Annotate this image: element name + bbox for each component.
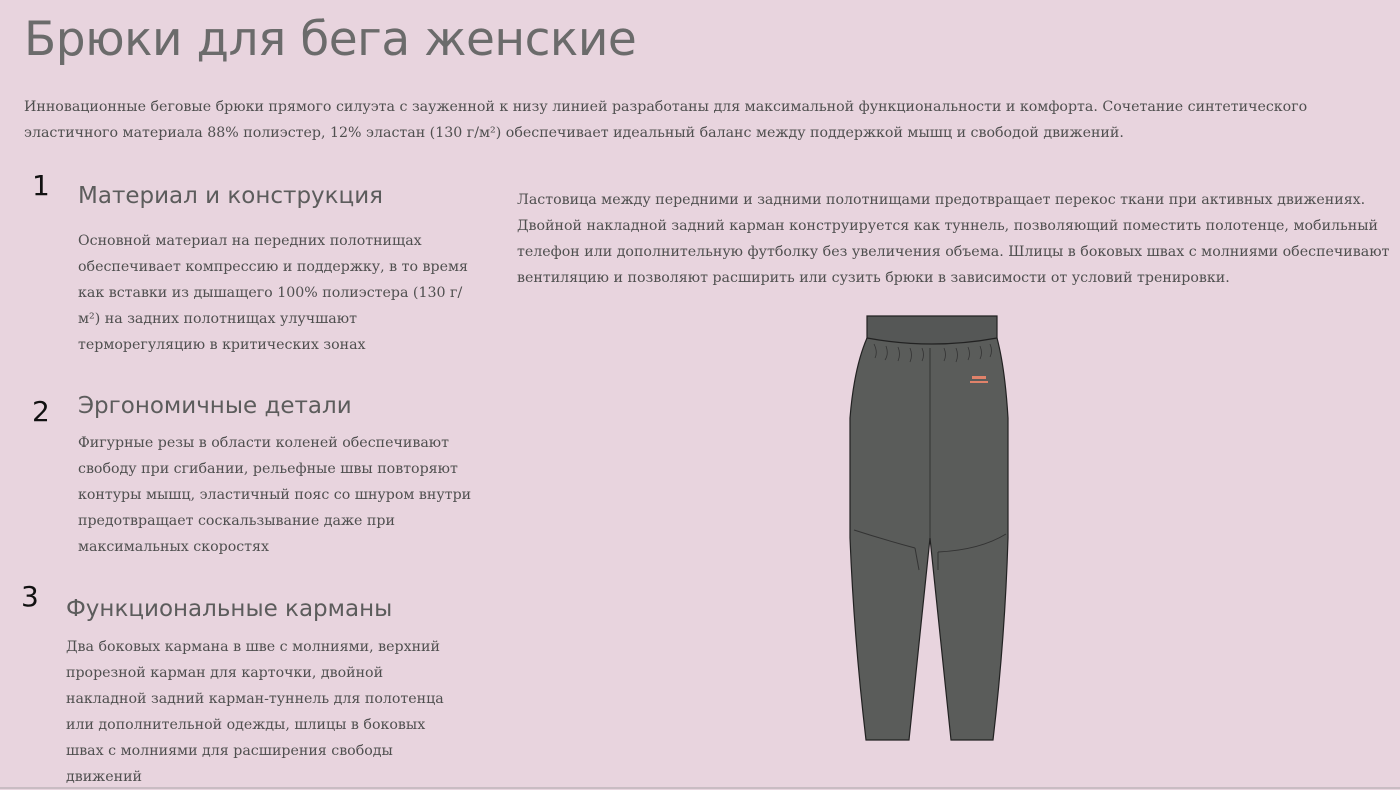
feature-title: Эргономичные детали [78, 393, 352, 419]
intro-paragraph: Инновационные беговые брюки прямого силуэта с зауженной к низу линией разработаны для максимальной функциональности и комфорта. Сочетание синтетического эластичного материала 88% полиэстер, 12% эластан (130 г/м²) обеспечивает идеальный баланс между поддержкой мышц и свободой движений. [24, 99, 1308, 141]
feature-number: 2 [32, 395, 50, 428]
feature-number: 1 [32, 169, 50, 202]
feature-text: Основной материал на передних полотнищах обеспечивает компрессию и поддержку, в то время как вставки из дышащего 100% полиэстера (130 г/м²) на задних полотнищах улучшают терморегуляцию в критических зонах [78, 233, 468, 353]
feature-text: Два боковых кармана в шве с молниями, верхний прорезной карман для карточки, двойной накладной задний карман-туннель для полотенца или дополнительной одежды, шлицы в боковых швах с молниями для расширения свободы движений [66, 639, 444, 785]
pants-illustration [840, 308, 1020, 748]
feature-text: Фигурные резы в области коленей обеспечивают свободу при сгибании, рельефные швы повторяют контуры мышц, эластичный пояс со шнуром внутри предотвращает соскальзывание даже при максимальных скоростях [78, 435, 472, 555]
feature-title: Материал и конструкция [78, 183, 383, 209]
feature-title: Функциональные карманы [66, 596, 393, 622]
page-title: Брюки для бега женские [24, 12, 637, 67]
feature-number: 3 [21, 580, 39, 613]
pants-body [850, 338, 1008, 740]
brand-logo [972, 376, 986, 379]
side-paragraph: Ластовица между передними и задними полотнищами предотвращает перекос ткани при активных движениях. Двойной накладной задний карман конструируется как туннель, позволяющий поместить полотенце, мобильный телефон или дополнительную футболку без увеличения объема. Шлицы в боковых швах с молниями обеспечивают вентиляцию и позволяют расширить или сузить брюки в зависимости от условий тренировки. [517, 192, 1390, 286]
